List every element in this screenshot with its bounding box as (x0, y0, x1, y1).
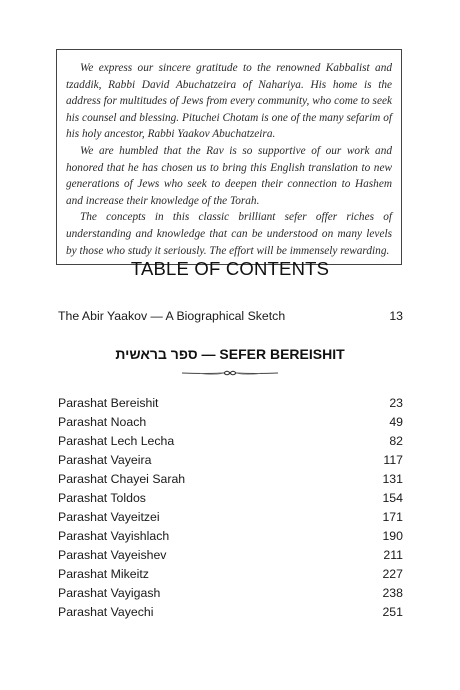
dedication-box (56, 49, 402, 265)
toc-entry-preface[interactable] (58, 309, 403, 323)
toc-entry-label: Parashat Toldos (58, 491, 146, 505)
toc-entry[interactable] (58, 529, 403, 543)
toc-entry-page: 251 (382, 605, 403, 619)
toc-entry-label: The Abir Yaakov — A Biographical Sketch (58, 309, 286, 323)
toc-entry[interactable] (58, 453, 403, 467)
toc-entry-page: 238 (382, 586, 403, 600)
toc-entry-label: Parashat Noach (58, 415, 147, 429)
toc-entry-page: 23 (389, 396, 403, 410)
toc-entry-page: 82 (389, 434, 403, 448)
toc-entry[interactable] (58, 472, 403, 486)
toc-entry-label: Parashat Vayigash (58, 586, 161, 600)
toc-entry-page: 117 (383, 453, 403, 467)
ornament-divider (180, 368, 280, 378)
toc-entry-label: Parashat Vayechi (58, 605, 154, 619)
toc-entry[interactable] (58, 567, 403, 581)
toc-entry-label: Parashat Vayeira (58, 453, 152, 467)
toc-entry-page: 171 (382, 510, 403, 524)
toc-entry-page: 13 (389, 309, 403, 323)
toc-title: TABLE OF CONTENTS (130, 258, 330, 279)
toc-entry-label: Parashat Vayeitzei (58, 510, 160, 524)
toc-entry-page: 190 (382, 529, 403, 543)
toc-entry[interactable] (58, 434, 403, 448)
toc-entry-label: Parashat Mikeitz (58, 567, 149, 581)
toc-entry-page: 154 (382, 491, 403, 505)
dedication-paragraph: We are humbled that the Rav is so supportive of our work and honored that he has chosen us to bring this English translation to new generations of Jews who seek to deepen their connection to Hashem and increase their knowledge of the Torah. (66, 144, 392, 207)
toc-entry-label: Parashat Vayishlach (58, 529, 170, 543)
dedication-paragraph: We express our sincere gratitude to the renowned Kabbalist and tzaddik, Rabbi David Abuchatzeira of Nahariya. His home is the address for multitudes of Jews from every community, who come to seek his counsel and blessing. Pituchei Chotam is one of the many sefarim of his holy ancestor, Rabbi Yaakov Abuchatzeira. (66, 62, 392, 141)
toc-entry-label: Parashat Lech Lecha (58, 434, 175, 448)
toc-entry[interactable] (58, 415, 403, 429)
toc-entry[interactable] (58, 605, 403, 619)
dedication-paragraph: The concepts in this classic brilliant sefer offer riches of understanding and knowledge that can be understood on many levels by those who study it seriously. The effort will be immensely rewarding. (66, 211, 392, 257)
toc-entry[interactable] (58, 491, 403, 505)
toc-entry[interactable] (58, 548, 403, 562)
toc-entry-page: 49 (389, 415, 403, 429)
toc-entry-page: 227 (382, 567, 403, 581)
toc-entry[interactable] (58, 586, 403, 600)
toc-entry-page: 211 (383, 548, 403, 562)
toc-entry[interactable] (58, 396, 403, 410)
toc-entry-label: Parashat Vayeishev (58, 548, 167, 562)
toc-entry[interactable] (58, 510, 403, 524)
toc-entry-label: Parashat Chayei Sarah (58, 472, 186, 486)
toc-entry-label: Parashat Bereishit (58, 396, 159, 410)
toc-entry-page: 131 (382, 472, 403, 486)
section-heading: ספר בראשית — SEFER BEREISHIT (115, 346, 345, 362)
